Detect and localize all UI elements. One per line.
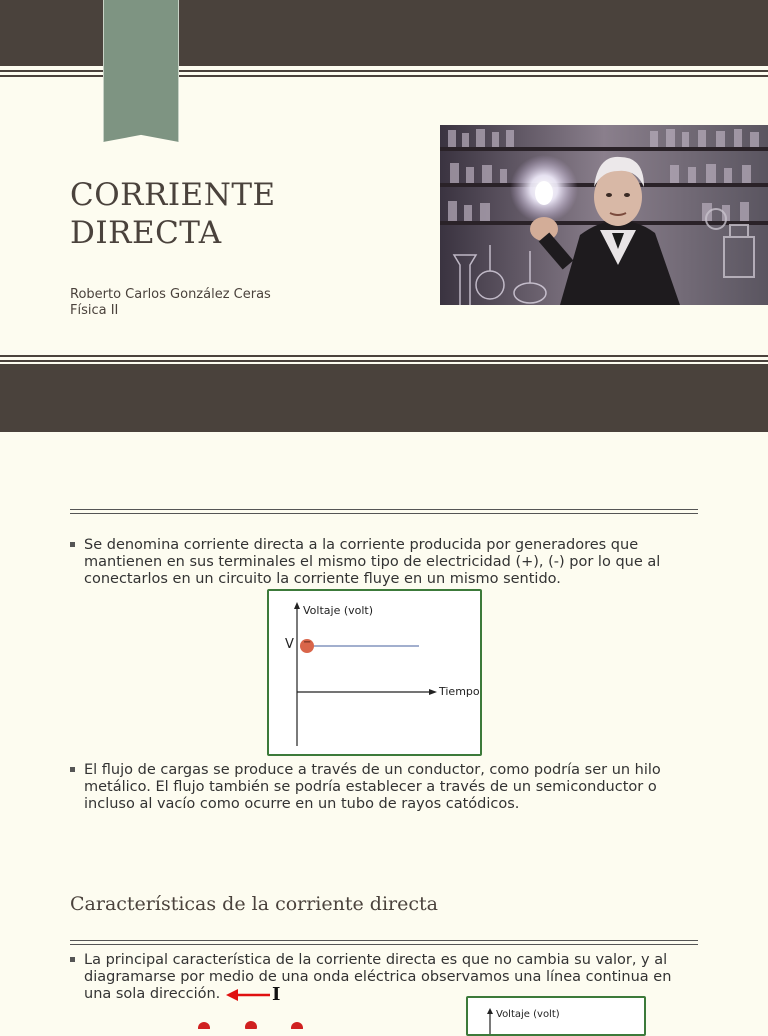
section-title: Características de la corriente directa: [70, 893, 438, 915]
slide-subtitle: [70, 287, 271, 319]
bullet-marker: [70, 957, 75, 962]
edison-photo: [440, 125, 768, 305]
y-axis-arrow: [294, 602, 300, 609]
charge-row: [196, 1014, 306, 1024]
slide-title: CORRIENTE DIRECTA: [70, 177, 276, 251]
course-name: Física II: [70, 303, 119, 318]
slide-rule: [70, 940, 698, 941]
charge-sign: −: [303, 637, 312, 648]
bookmark-ribbon: [103, 0, 179, 142]
slide-rule: [70, 944, 698, 945]
bullet-marker: [70, 542, 75, 547]
x-axis-arrow: [429, 689, 437, 695]
divider-line: [0, 360, 768, 362]
slide-rule: [70, 513, 698, 514]
voltage-graph-2: [466, 996, 646, 1036]
electron: [245, 1021, 257, 1029]
voltage-time-graph: [267, 589, 482, 756]
y-axis-label: Voltaje (volt): [496, 1009, 560, 1020]
electron: [198, 1022, 210, 1029]
slide-rule: [70, 509, 698, 510]
author-name: Roberto Carlos González Ceras: [70, 287, 271, 302]
bullet-marker: [70, 767, 75, 772]
divider-line: [0, 355, 768, 357]
x-axis-label: Tiempo: [439, 685, 480, 698]
v-label: V: [285, 637, 294, 652]
electron: [291, 1022, 303, 1029]
current-symbol: I: [272, 984, 281, 1005]
slide-footer-band: [0, 364, 768, 432]
y-axis-label: Voltaje (volt): [303, 604, 374, 617]
